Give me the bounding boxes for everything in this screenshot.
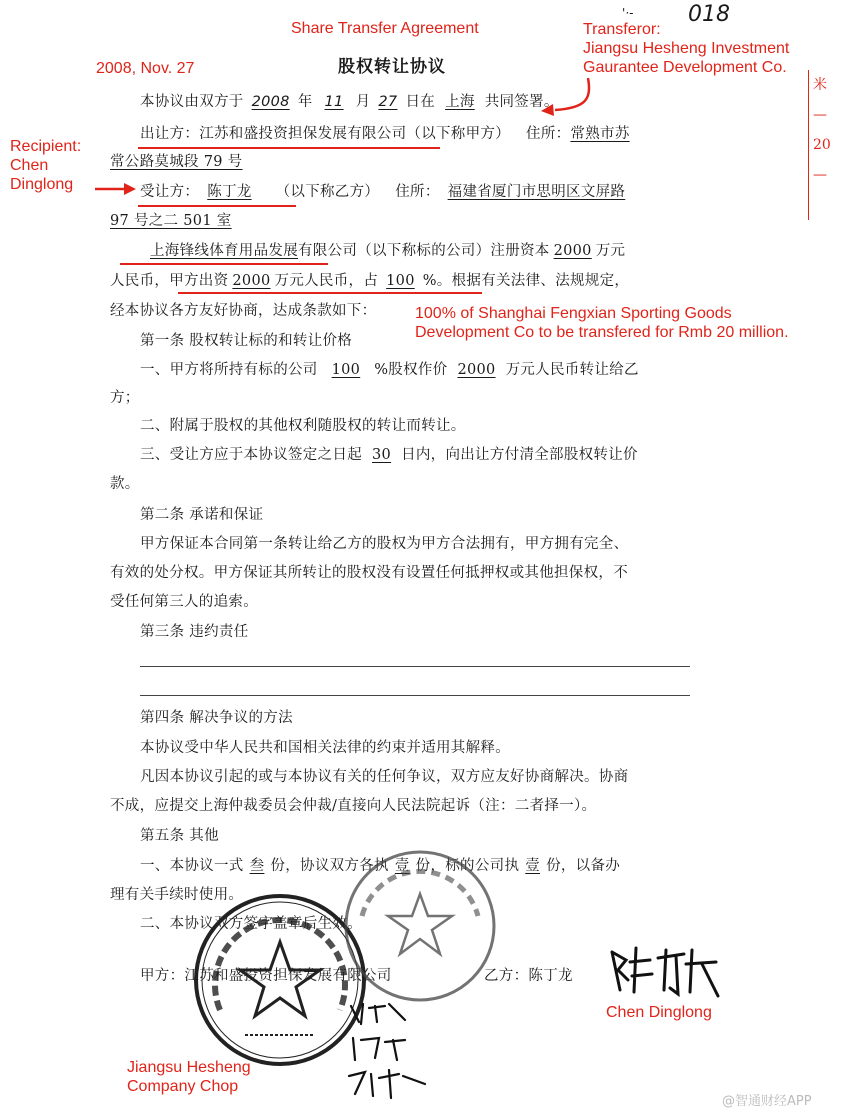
art5-clause2: 二、本协议双方签字盖章后生效。 [140, 916, 362, 932]
art4-line-2: 凡因本协议引起的或与本协议有关的任何争议，双方应友好协商解决。协商 [140, 769, 629, 785]
art3-blank-line-1 [140, 666, 690, 667]
art1-clause2: 二、附属于股权的其他权利随股权的转让而转让。 [140, 418, 466, 434]
signature-chen-dinglong [606, 940, 726, 1000]
art5-title: 第五条 其他 [140, 828, 219, 844]
signature-party-a-names [345, 1000, 435, 1100]
art1-clause3-b: 款。 [110, 476, 140, 492]
annotation-signature-name: Chen Dinglong [606, 1004, 712, 1021]
art5-clause1-b: 理有关手续时使用。 [110, 887, 244, 903]
company-line-1: 上海锋线体育用品发展有限公司（以下称标的公司）注册资本 2000 万元 [150, 243, 626, 259]
annotation-date: 2008, Nov. 27 [96, 60, 195, 77]
art4-title: 第四条 解决争议的方法 [140, 710, 293, 726]
party-a-underline [138, 147, 440, 149]
annotation-title: Share Transfer Agreement [291, 20, 479, 37]
annotation-transferor-label: Transferor: [583, 21, 661, 38]
annotation-transferor-name-1: Jiangsu Hesheng Investment [583, 40, 790, 57]
art1-clause1-b: 方； [110, 390, 140, 406]
company-underline [120, 263, 328, 265]
annotation-transfer-note-1: 100% of Shanghai Fengxian Sporting Goods [415, 305, 732, 322]
sign-party-a: 甲方：江苏和盛投资担保发展有限公司 [140, 968, 392, 984]
art2-line-3: 受任何第三人的追索。 [110, 594, 258, 610]
annotation-chop-1: Jiangsu Hesheng [127, 1059, 251, 1076]
party-b-underline [138, 205, 296, 207]
art1-clause1-a: 一、甲方将所持有标的公司 100 %股权作价 2000 万元人民币转让给乙 [140, 362, 639, 378]
art4-line-1: 本协议受中华人民共和国相关法律的约束并适用其解释。 [140, 740, 510, 756]
arrow-transferor [555, 78, 589, 110]
party-a-line-2: 常公路莫城段 79 号 [110, 154, 243, 170]
page-number: 018 [688, 2, 730, 27]
red-seal-edge: 米 — 20 — [808, 70, 831, 220]
company-line-2: 人民币，甲方出资 2000 万元人民币，占 100 %。根据有关法律、法规规定， [110, 273, 630, 289]
art2-line-1: 甲方保证本合同第一条转让给乙方的股权为甲方合法拥有，甲方拥有完全、 [140, 536, 629, 552]
annotation-transfer-note-2: Development Co to be transfered for Rmb 20 million. [415, 324, 789, 341]
corner-mark: '·- [622, 6, 634, 20]
art4-line-3: 不成，应提交上海仲裁委员会仲裁/直接向人民法院起诉（注：二者择一）。 [110, 798, 597, 814]
annotation-chop-2: Company Chop [127, 1078, 239, 1095]
stake-underline [178, 292, 482, 294]
art2-line-2: 有效的处分权。甲方保证其所转让的股权没有设置任何抵押权或其他担保权，不 [110, 565, 628, 581]
annotation-recipient-name-1: Chen [10, 157, 49, 174]
annotation-transferor-name-2: Gaurantee Development Co. [583, 59, 787, 76]
company-line-3: 经本协议各方友好协商，达成条款如下： [110, 303, 377, 319]
sign-party-b: 乙方：陈丁龙 [484, 968, 573, 984]
watermark: @智通财经APP [722, 1094, 812, 1109]
annotation-recipient-label: Recipient: [10, 138, 82, 155]
stamp-b-star [388, 894, 452, 954]
party-a-line-1: 出让方：江苏和盛投资担保发展有限公司（以下称甲方） 住所：常熟市苏 [140, 126, 630, 142]
arrow-recipient-head [124, 183, 136, 195]
stamp-a-star [240, 942, 320, 1016]
doc-title: 股权转让协议 [338, 57, 446, 77]
art1-clause3-a: 三、受让方应于本协议签定之日起 30 日内，向出让方付清全部股权转让价 [140, 447, 638, 463]
art3-title: 第三条 违约责任 [140, 624, 249, 640]
art2-title: 第二条 承诺和保证 [140, 507, 264, 523]
art5-clause1-a: 一、本协议一式 叁 份，协议双方各执 壹 份，标的公司执 壹 份，以备办 [140, 858, 621, 874]
annotation-recipient-name-2: Dinglong [10, 176, 74, 193]
stamp-b [340, 846, 500, 1006]
party-b-line-1: 受让方： 陈丁龙 （以下称乙方） 住所： 福建省厦门市思明区文屏路 [140, 184, 626, 200]
intro-line: 本协议由双方于 2008 年 11 月 27 日在 上海 共同签署。 [140, 94, 559, 110]
art1-title: 第一条 股权转让标的和转让价格 [140, 333, 353, 349]
art3-blank-line-2 [140, 695, 690, 696]
party-b-line-2: 97 号之二 501 室 [110, 213, 232, 229]
